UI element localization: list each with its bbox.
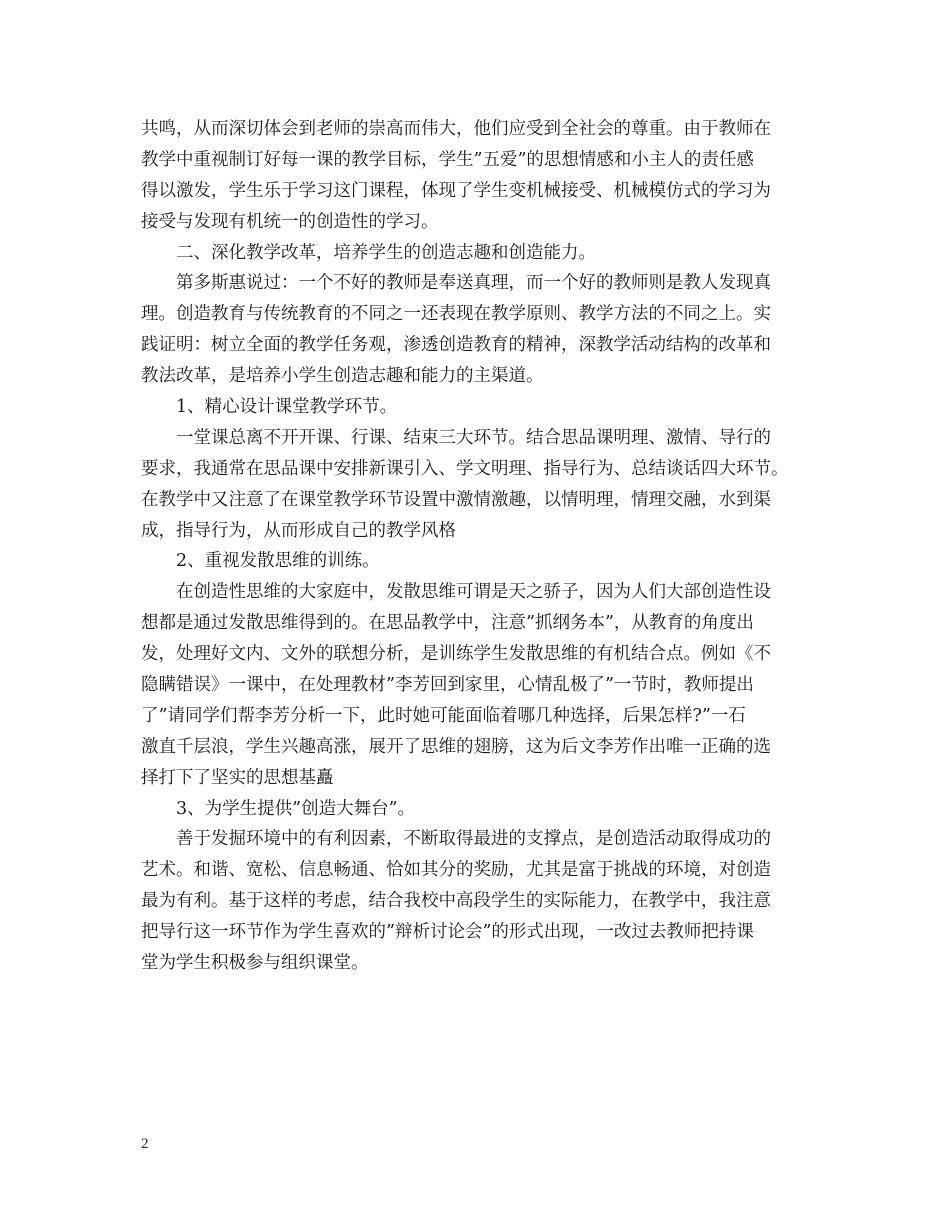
text-line: 把导行这一环节作为学生喜欢的”辩析讨论会”的形式出现，一改过去教师把持课	[141, 922, 754, 943]
text-line: 教学中重视制订好每一课的教学目标，学生”五爱”的思想情感和小主人的责任感	[141, 149, 754, 170]
text-line: 要求，我通常在思品课中安排新课引入、学文明理、指导行为、总结谈话四大环节。	[141, 458, 789, 479]
text-line: 共鸣，从而深切体会到老师的崇高而伟大，他们应受到全社会的尊重。由于教师在	[141, 119, 771, 139]
text-line: 艺术。和谐、宽松、信息畅通、恰如其分的奖励，尤其是富于挑战的环境，对创造	[141, 860, 771, 881]
text-line: 接受与发现有机统一的创造性的学习。	[141, 211, 439, 232]
text-line: 践证明：树立全面的教学任务观，渗透创造教育的精神，深教学活动结构的改革和	[141, 335, 771, 356]
text-line: 第多斯惠说过：一个不好的教师是奉送真理，而一个好的教师则是教人发现真	[176, 273, 771, 294]
text-line: 了”请同学们帮李芳分析一下，此时她可能面临着哪几种选择，后果怎样?”一石	[141, 705, 746, 726]
text-line: 想都是通过发散思维得到的。在思品教学中，注意”抓纲务本”，从教育的角度出	[141, 613, 754, 634]
subsection-heading: 3、为学生提供”创造大舞台”。	[176, 798, 416, 819]
text-line: 隐瞒错误》一课中，在处理教材”李芳回到家里，心情乱极了”一节时，教师提出	[141, 675, 754, 696]
text-line: 成，指导行为，从而形成自己的教学风格	[141, 520, 456, 541]
text-line: 激直千层浪，学生兴趣高涨，展开了思维的翅膀，这为后文李芳作出唯一正确的选	[141, 736, 771, 757]
text-line: 择打下了坚实的思想基矗	[141, 767, 334, 788]
text-line: 堂为学生积极参与组织课堂。	[141, 953, 369, 974]
section-heading: 二、深化教学改革，培养学生的创造志趣和创造能力。	[176, 242, 596, 263]
text-line: 得以激发，学生乐于学习这门课程，体现了学生变机械接受、机械模仿式的学习为	[141, 180, 771, 201]
text-line: 发，处理好文内、文外的联想分析，是训练学生发散思维的有机结合点。例如《不	[141, 644, 771, 665]
subsection-heading: 2、重视发散思维的训练。	[176, 551, 380, 572]
text-line: 在创造性思维的大家庭中，发散思维可谓是天之骄子，因为人们大部创造性设	[176, 582, 771, 603]
subsection-heading: 1、精心设计课堂教学环节。	[176, 397, 398, 418]
body-text	[141, 114, 813, 979]
text-line: 教法改革，是培养小学生创造志趣和能力的主渠道。	[141, 366, 544, 387]
text-line: 最为有利。基于这样的考虑，结合我校中高段学生的实际能力，在教学中，我注意	[141, 891, 771, 912]
text-line: 一堂课总离不开开课、行课、结束三大环节。结合思品课明理、激情、导行的	[176, 427, 771, 448]
text-line: 善于发掘环境中的有利因素，不断取得最进的支撑点，是创造活动取得成功的	[176, 829, 771, 850]
text-line: 在教学中又注意了在课堂教学环节设置中激情激趣，以情明理，情理交融，水到渠	[141, 489, 771, 510]
page-number: 2	[141, 1136, 149, 1152]
text-line: 理。创造教育与传统教育的不同之一还表现在教学原则、教学方法的不同之上。实	[141, 304, 771, 325]
